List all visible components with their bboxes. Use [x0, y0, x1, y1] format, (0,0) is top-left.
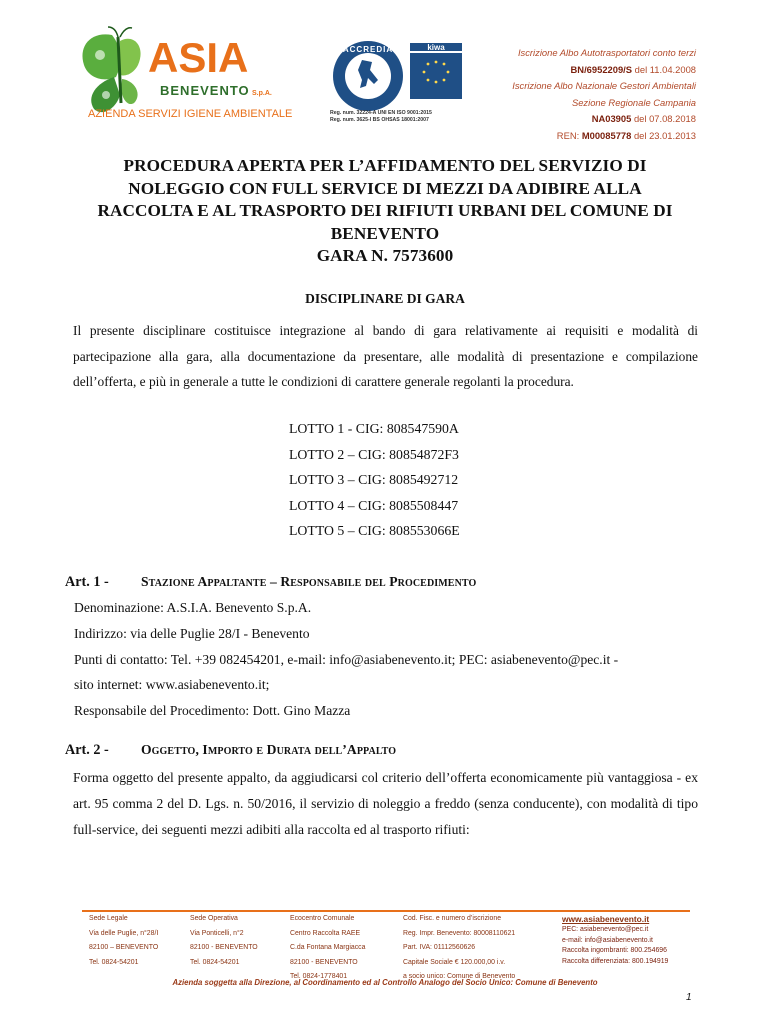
art1-line: Indirizzo: via delle Puglie 28/I - Benevento: [74, 626, 310, 641]
website-link[interactable]: www.asiabenevento.it: [562, 914, 650, 924]
document-title: PROCEDURA APERTA PER L’AFFIDAMENTO DEL SERVIZIO DI NOLEGGIO CON FULL SERVICE DI MEZZI DA ADIBIRE ALLA RACCOLTA E AL TRASPORTO DEI RIFIUTI URBANI DEL COMUNE DI BENEVENTO GARA N. 7573600: [97, 156, 673, 265]
art1-number: Art. 1 -: [65, 574, 109, 590]
footer-registry: Cod. Fisc. e numero d’iscrizione Reg. Impr. Benevento: 80008110621 Part. IVA: 01112560626 Capitale Sociale € 120.000,00 i.v. a socio unico: Comune di Benevento: [403, 915, 516, 980]
art1-line: Responsabile del Procedimento: Dott. Gino Mazza: [74, 703, 351, 718]
art2-number: Art. 2 -: [65, 742, 109, 758]
logo-spa: S.p.A.: [252, 90, 272, 97]
reg-line: REN: M00085778 del 23.01.2013: [556, 129, 696, 141]
footer-ecocentro: Ecocentro Comunale Centro Raccolta RAEE C.da Fontana Margiacca 82100 - BENEVENTO Tel. 0824-1778401: [290, 915, 366, 980]
lotto-item: LOTTO 3 – CIG: 8085492712: [289, 472, 459, 487]
footer-contacts: www.asiabenevento.it PEC: asiabenevento@pec.it e-mail: info@asiabenevento.it Raccolta ingombranti: 800.254696 Raccolta differenziata: 800.194919: [562, 914, 669, 965]
footer-sede-operativa: Sede Operativa Via Ponticelli, n°2 82100 - BENEVENTO Tel. 0824-54201: [190, 915, 258, 966]
lotto-item: LOTTO 5 – CIG: 808553066E: [289, 523, 460, 538]
registration-info: [436, 45, 696, 145]
art1-line: Punti di contatto: Tel. +39 082454201, e-mail: info@asiabenevento.it; PEC: asiabenevento@pec.it -: [74, 652, 619, 667]
subtitle: DISCIPLINARE DI GARA: [305, 291, 465, 306]
art1-line: Denominazione: A.S.I.A. Benevento S.p.A.: [74, 600, 312, 615]
reg-line: Iscrizione Albo Nazionale Gestori Ambientali: [512, 80, 696, 92]
lotti-list: [289, 416, 460, 544]
page-number: 1: [686, 992, 692, 1003]
reg-line: Sezione Regionale Campania: [571, 96, 696, 108]
accredia-seal-icon: [333, 41, 403, 111]
logo-sub: BENEVENTO: [160, 83, 250, 98]
logo-tagline: AZIENDA SERVIZI IGIENE AMBIENTALE: [88, 108, 292, 120]
lotto-item: LOTTO 4 – CIG: 8085508447: [289, 497, 459, 513]
cert-line-1: Reg. num. 32224-A UNI EN ISO 9001:2015: [330, 110, 432, 116]
footer-sede-legale: Sede Legale Via delle Puglie, n°28/I 82100 – BENEVENTO Tel. 0824-54201: [89, 915, 159, 966]
pec-link[interactable]: PEC: asiabenevento@pec.it: [562, 926, 649, 933]
lotto-item: LOTTO 1 - CIG: 808547590A: [289, 421, 459, 436]
cert-line-2: Reg. num. 3625-I BS OHSAS 18001:2007: [330, 117, 429, 122]
intro-paragraph: Il presente disciplinare costituisce integrazione al bando di gara relativamente ai requisiti e modalità di partecipazione alla gara, alla documentazione da presentare, alle modalità di presentazione e compilazione dell’offerta, e più in generale a tutte le condizioni di carattere generale regolanti la procedura.: [73, 323, 698, 389]
accredia-ring-text: ACCREDIA: [342, 45, 394, 54]
art1-title: Stazione Appaltante – Responsabile del Procedimento: [141, 574, 477, 589]
asia-benevento-logo: [72, 25, 292, 125]
reg-line: BN/6952209/S del 11.04.2008: [570, 63, 696, 75]
reg-line: Iscrizione Albo Autotrasportatori conto terzi: [517, 47, 696, 58]
footer-note: Azienda soggetta alla Direzione, al Coordinamento ed al Controllo Analogo del Socio Unico: Comune di Benevento: [172, 978, 598, 987]
reg-line: NA03905 del 07.08.2018: [591, 113, 696, 125]
footer-divider: [82, 910, 690, 912]
art1-line: sito internet: www.asiabenevento.it;: [74, 677, 270, 692]
art2-title: Oggetto, Importo e Durata dell’Appalto: [141, 742, 397, 757]
email-link[interactable]: e-mail: info@asiabenevento.it: [562, 936, 653, 944]
art2-paragraph: Forma oggetto del presente appalto, da aggiudicarsi col criterio dell’offerta economicamente più vantaggiosa - ex art. 95 comma 2 del D. Lgs. n. 50/2016, il servizio di noleggio a freddo (senza conducente), con modalità di tipo full-service, dei seguenti mezzi adibiti alla raccolta ed al trasporto rifiuti:: [73, 770, 698, 837]
lotto-item: LOTTO 2 – CIG: 80854872F3: [289, 446, 459, 462]
kiwa-label: kiwa: [427, 43, 445, 52]
logo-name: ASIA: [148, 34, 249, 81]
butterfly-icon: [82, 27, 140, 112]
